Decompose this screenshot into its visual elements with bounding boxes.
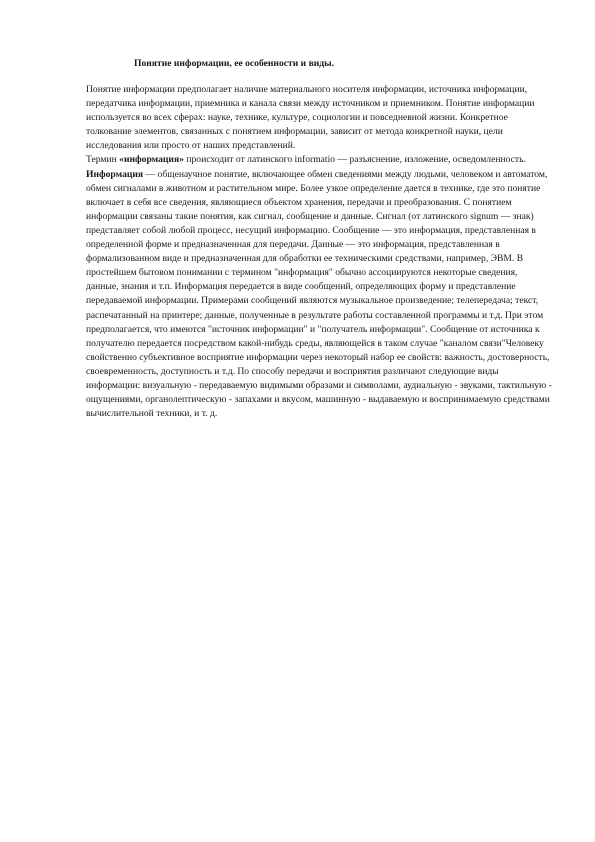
etymology-term: «информация» [119, 154, 184, 166]
document-title: Понятие информации, ее особенности и виды. [134, 58, 335, 69]
etymology-rest: происходит от латинского informatio — разъяснение, изложение, осведомленность. [183, 154, 526, 166]
document-body [86, 83, 552, 421]
information-definition-text: — общенаучное понятие, включающее обмен сведениями между людьми, человеком и автоматом, обмен сигналами в животном и растительном мире. Более узкое определение дается в технике, где это понятие включает в себя все сведения, являющиеся объектом хранения, передачи и преобразования. С понятием информации связаны такие понятия, как сигнал, сообщение и данные. Сигнал (от латинского signum — знак) представляет собой любой процесс, несущий информацию. Сообщение — это информация, представленная в определенной форме и предназначенная для передачи. Данные — это информация, представленная в формализованном виде и предназначенная для обработки ее техническими средствами, например, ЭВМ. В простейшем бытовом понимании с термином "информация" обычно ассоциируются некоторые сведения, данные, знания и т.п. Информация передается в виде сообщений, определяющих форму и представление передаваемой информации. Примерами сообщений являются музыкальное произведение; телепередача; текст, распечатанный на принтере; данные, полученные в результате работы составленной программы и т.д. При этом предполагается, что имеются "источник информации" и "получатель информации". Сообщение от источника к получателю передается посредством какой-нибудь среды, являющейся в таком случае "каналом связи"Человеку свойственно субъективное восприятие информации через некоторый набор ее свойств: важность, достоверность, своевременность, доступность и т.д. По способу передачи и восприятия различают следующие виды информации: визуальную - передаваемую видимыми образами и символами, аудиальную - звуками, тактильную - ощущениями, органолептическую - запахами и вкусом, машинную - выдаваемую и воспринимаемую средствами вычислительной техники, и т. д. [86, 168, 552, 420]
paragraph-information-definition [86, 168, 552, 422]
information-term: Информация [86, 168, 144, 180]
etymology-prefix: Термин [86, 154, 120, 166]
paragraph-definition-context: Понятие информации предполагает наличие материального носителя информации, источника информации, передатчика информации, приемника и канала связи между источником и приемником. Понятие информации используется во всех сферах: науке, технике, культуре, социологии и повседневной жизни. Конкретное толкование элементов, связанных с понятием информации, зависит от метода конкретной науки, цели исследования или просто от наших представлений. [86, 84, 535, 152]
paragraph-etymology [86, 153, 552, 167]
